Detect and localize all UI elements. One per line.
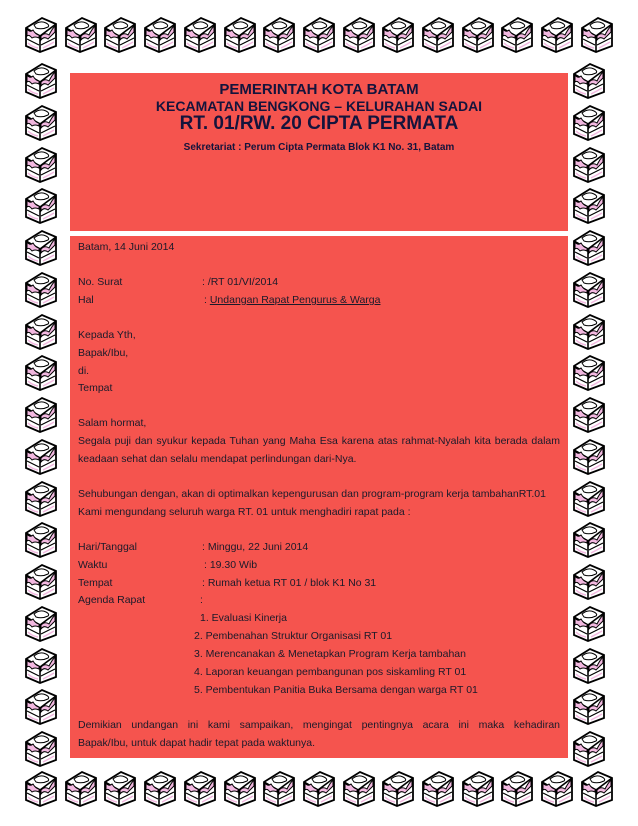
- closing-line-2: Bapak/Ibu, untuk dapat hadir tepat pada waktunya.: [78, 737, 316, 749]
- agenda-colon: :: [200, 594, 203, 606]
- cake-icon: [22, 478, 60, 518]
- day-label: Hari/Tanggal: [78, 541, 137, 553]
- cake-icon: [221, 768, 259, 808]
- cake-icon: [22, 768, 60, 808]
- cake-icon: [22, 227, 60, 267]
- letter-number-value: : /RT 01/VI/2014: [202, 276, 279, 288]
- recipient-line-4: Tempat: [78, 382, 113, 394]
- closing-line-1: Demikian undangan ini kami sampaikan, mengingat pentingnya acara ini maka kehadiran: [78, 719, 560, 731]
- cake-icon: [22, 102, 60, 142]
- cake-icon: [22, 728, 60, 768]
- agenda-item: 3. Merencanakan & Menetapkan Program Kerja tambahan: [194, 648, 466, 660]
- letter-body: [70, 236, 568, 758]
- header-secretariat: Sekretariat : Perum Cipta Permata Blok K1 No. 31, Batam: [183, 142, 455, 153]
- cake-icon: [22, 394, 60, 434]
- venue-label: Tempat: [78, 577, 113, 589]
- cake-icon: [141, 14, 179, 54]
- letterhead: [70, 73, 568, 231]
- cake-icon: [578, 768, 616, 808]
- cake-icon: [570, 603, 608, 643]
- cake-icon: [570, 436, 608, 476]
- cake-icon: [570, 102, 608, 142]
- cake-icon: [538, 768, 576, 808]
- recipient-line-2: Bapak/Ibu,: [78, 347, 129, 359]
- cake-icon: [570, 728, 608, 768]
- cake-icon: [570, 561, 608, 601]
- cake-icon: [340, 14, 378, 54]
- recipient-line-1: Kepada Yth,: [78, 329, 136, 341]
- cake-icon: [498, 768, 536, 808]
- cake-icon: [260, 768, 298, 808]
- cake-icon: [340, 768, 378, 808]
- cake-icon: [22, 561, 60, 601]
- subject-label: Hal: [78, 294, 94, 306]
- cake-icon: [62, 768, 100, 808]
- cake-icon: [22, 60, 60, 100]
- cake-icon: [570, 227, 608, 267]
- cake-icon: [181, 768, 219, 808]
- cake-icon: [570, 394, 608, 434]
- header-government: PEMERINTAH KOTA BATAM: [219, 81, 419, 98]
- day-value: : Minggu, 22 Juni 2014: [202, 541, 309, 553]
- cake-icon: [570, 686, 608, 726]
- cake-icon: [22, 352, 60, 392]
- cake-icon: [379, 14, 417, 54]
- cake-icon: [22, 14, 60, 54]
- cake-icon: [419, 768, 457, 808]
- subject-colon: :: [204, 294, 210, 306]
- cake-icon: [22, 603, 60, 643]
- cake-icon: [22, 185, 60, 225]
- cake-icon: [570, 352, 608, 392]
- cake-icon: [300, 768, 338, 808]
- cake-icon: [22, 519, 60, 559]
- header-district: KECAMATAN BENGKONG – KELURAHAN SADAI: [155, 98, 483, 114]
- cake-icon: [570, 185, 608, 225]
- paragraph-1-line-1: Segala puji dan syukur kepada Tuhan yang Maha Esa karena atas rahmat-Nyalah kita berada dalam: [78, 435, 560, 447]
- cake-icon: [578, 14, 616, 54]
- cake-icon: [498, 14, 536, 54]
- cake-icon: [141, 768, 179, 808]
- cake-icon: [260, 14, 298, 54]
- place-date: Batam, 14 Juni 2014: [78, 241, 175, 253]
- cake-icon: [570, 144, 608, 184]
- cake-icon: [570, 478, 608, 518]
- cake-icon: [379, 768, 417, 808]
- cake-icon: [101, 768, 139, 808]
- paragraph-2-line-2: Kami mengundang seluruh warga RT. 01 untuk menghadiri rapat pada :: [78, 506, 411, 518]
- header-rt-rw: RT. 01/RW. 20 CIPTA PERMATA: [179, 113, 459, 134]
- cake-icon: [22, 436, 60, 476]
- venue-value: : Rumah ketua RT 01 / blok K1 No 31: [202, 577, 377, 589]
- paragraph-2-line-1: Sehubungan dengan, akan di optimalkan kepengurusan dan program-program kerja tambahanRT.01: [78, 488, 546, 500]
- subject-value: [204, 294, 380, 306]
- cake-icon: [22, 645, 60, 685]
- cake-icon: [459, 768, 497, 808]
- border-left: [22, 60, 68, 768]
- agenda-item: 2. Pembenahan Struktur Organisasi RT 01: [194, 630, 393, 642]
- border-right: [570, 60, 616, 768]
- agenda-item: 1. Evaluasi Kinerja: [200, 612, 287, 624]
- cake-icon: [570, 269, 608, 309]
- cake-icon: [22, 144, 60, 184]
- cake-icon: [181, 14, 219, 54]
- time-label: Waktu: [78, 559, 108, 571]
- agenda-item: 4. Laporan keuangan pembangunan pos siskamling RT 01: [194, 666, 467, 678]
- cake-icon: [570, 645, 608, 685]
- agenda-label: Agenda Rapat: [78, 594, 146, 606]
- agenda-item: 5. Pembentukan Panitia Buka Bersama dengan warga RT 01: [194, 684, 478, 696]
- cake-icon: [538, 14, 576, 54]
- cake-icon: [221, 14, 259, 54]
- greeting: Salam hormat,: [78, 417, 147, 429]
- cake-icon: [101, 14, 139, 54]
- cake-icon: [570, 311, 608, 351]
- cake-icon: [570, 60, 608, 100]
- cake-icon: [419, 14, 457, 54]
- cake-icon: [22, 269, 60, 309]
- recipient-line-3: di.: [78, 365, 90, 377]
- cake-icon: [62, 14, 100, 54]
- cake-icon: [570, 519, 608, 559]
- cake-icon: [22, 686, 60, 726]
- cake-icon: [459, 14, 497, 54]
- border-bottom: [22, 768, 616, 814]
- cake-icon: [22, 311, 60, 351]
- subject-text: Undangan Rapat Pengurus & Warga: [209, 294, 381, 306]
- letter-number-label: No. Surat: [78, 276, 123, 288]
- cake-icon: [300, 14, 338, 54]
- border-top: [22, 14, 616, 60]
- paragraph-1-line-2: keadaan sehat dan selalu mendapat perlindungan dari-Nya.: [78, 453, 357, 465]
- time-value: : 19.30 Wib: [204, 559, 258, 571]
